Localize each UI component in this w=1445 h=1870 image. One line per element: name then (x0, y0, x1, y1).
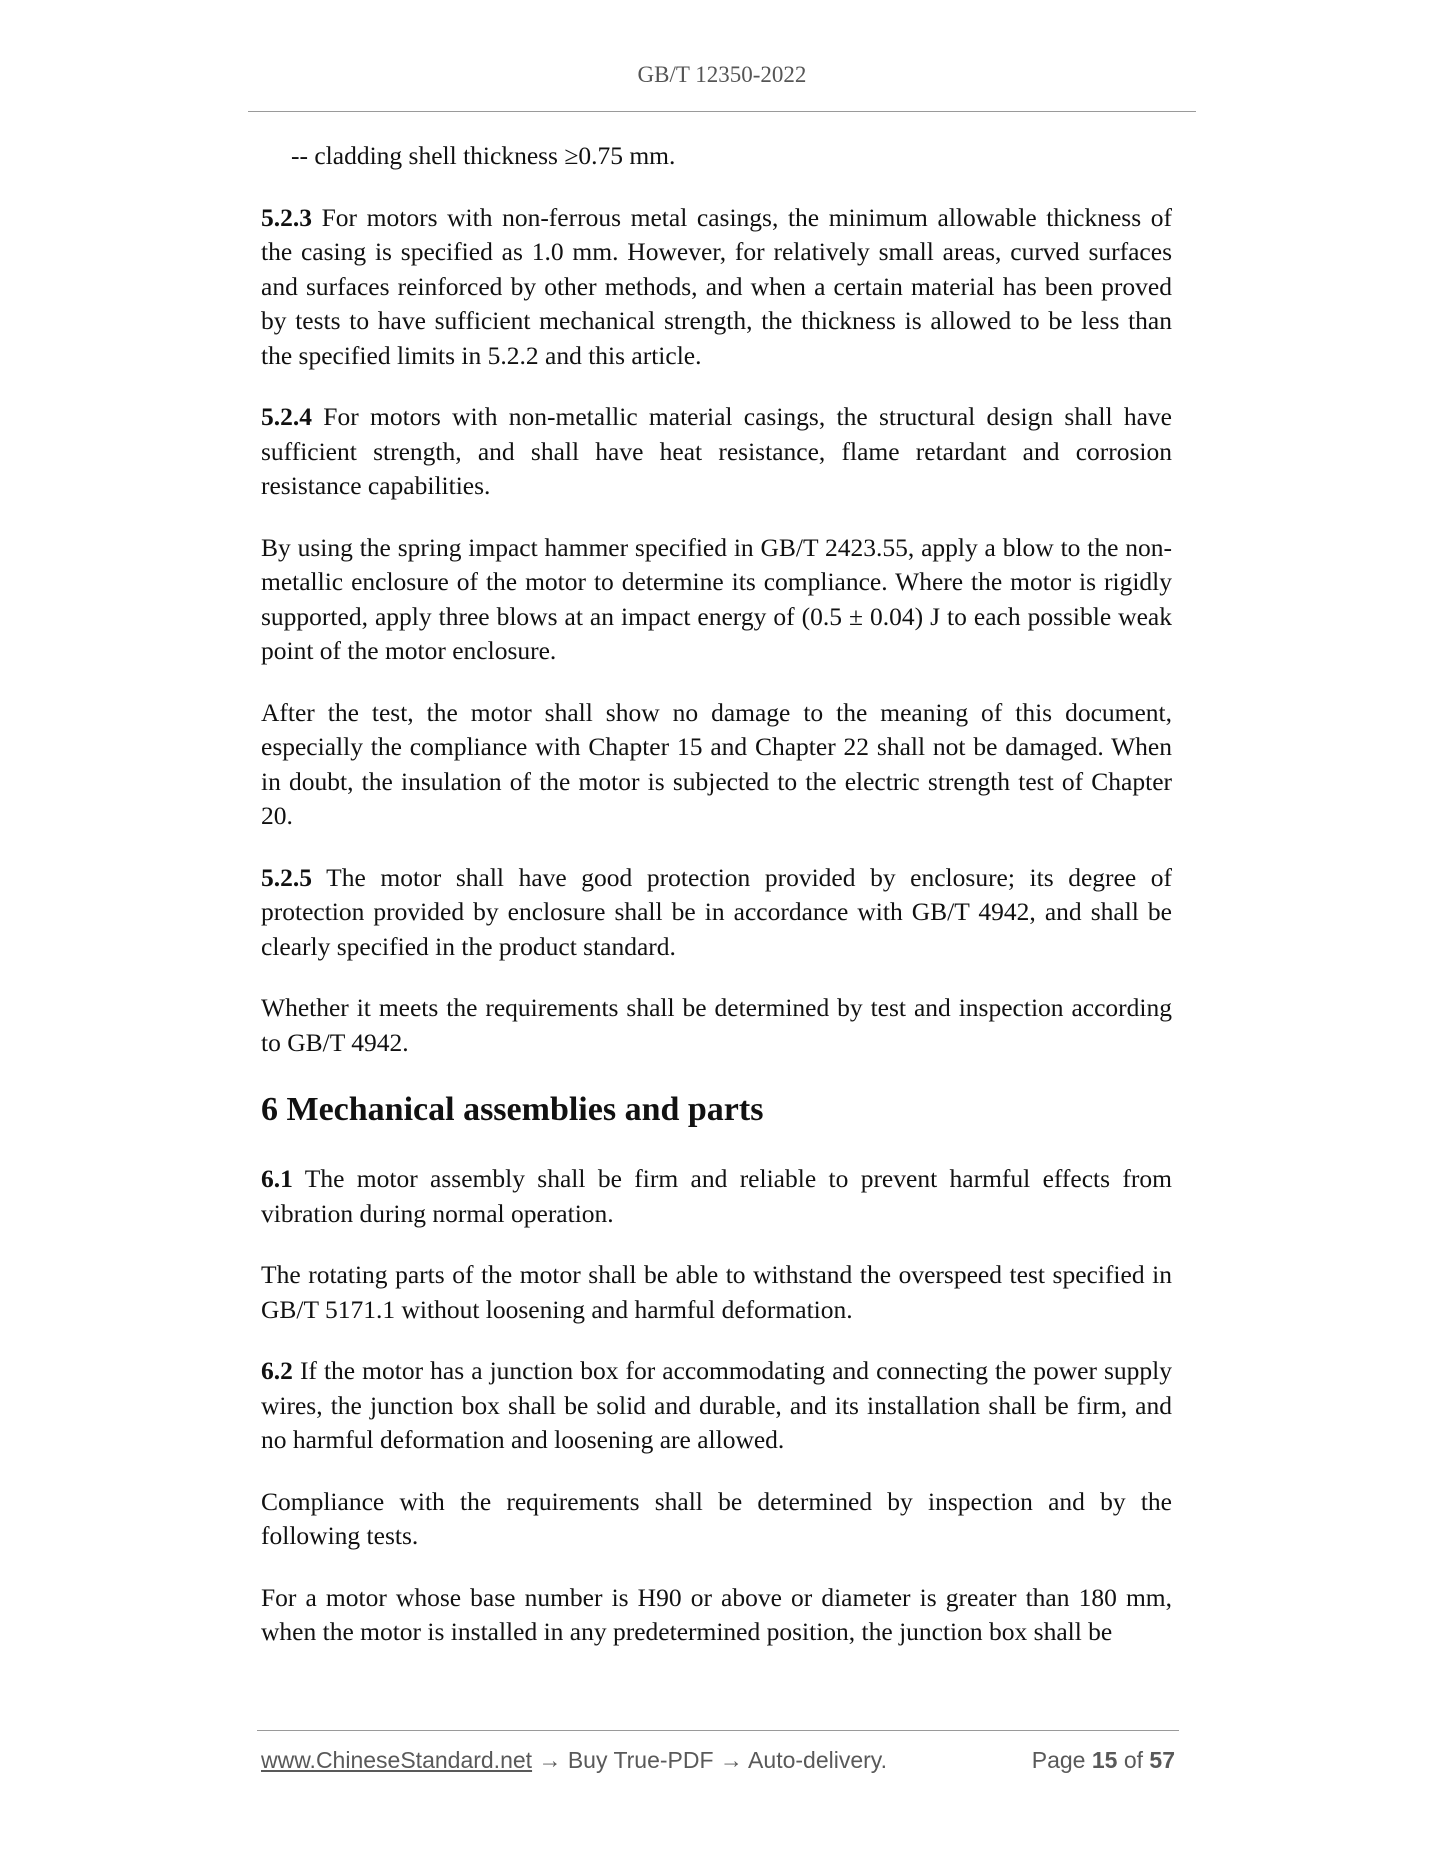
clause-5-2-4 (261, 400, 1172, 504)
clause-text: The motor shall have good protection provided by enclosure; its degree of protection provided by enclosure shall be in accordance with GB/T 4942, and shall be clearly specified in the product standard. (261, 862, 1172, 961)
footer-promo-text: → Buy True-PDF → Auto-delivery. (532, 1747, 887, 1773)
running-header: GB/T 12350-2022 (637, 62, 807, 87)
page-label: Page (1031, 1747, 1086, 1773)
of-label: of (1123, 1747, 1144, 1773)
paragraph-cladding-thickness: -- cladding shell thickness ≥0.75 mm. (291, 141, 676, 170)
clause-text: For motors with non-ferrous metal casings, the minimum allowable thickness of the casing is specified as 1.0 mm. However, for relatively small areas, curved surfaces and surfaces reinforced by other methods, and when a certain material has been proved by tests to have sufficient mechanical strength, the thickness is allowed to be less than the specified limits in 5.2.2 and this article. (261, 202, 1173, 370)
paragraph-compliance-4942: Whether it meets the requirements shall be determined by test and inspection according to GB/T 4942. (261, 993, 1172, 1057)
clause-text: The motor assembly shall be firm and reliable to prevent harmful effects from vibration during normal operation. (261, 1164, 1172, 1228)
header-divider (248, 111, 1196, 112)
paragraph-compliance-tests: Compliance with the requirements shall be determined by inspection and by the following tests. (261, 1486, 1172, 1550)
clause-number: 5.2.4 (261, 402, 312, 431)
clause-6-1 (261, 1162, 1172, 1231)
section-heading: 6 Mechanical assemblies and parts (261, 1091, 764, 1128)
clause-number: 6.1 (261, 1164, 293, 1193)
clause-5-2-3 (261, 201, 1172, 374)
clause-number: 5.2.3 (261, 202, 312, 232)
clause-text: For motors with non-metallic material casings, the structural design shall have sufficient strength, and shall have heat resistance, flame retardant and corrosion resistance capabilities. (261, 402, 1173, 500)
website-link[interactable]: www.ChineseStandard.net (261, 1747, 533, 1773)
paragraph-after-test: After the test, the motor shall show no damage to the meaning of this document, especially the compliance with Chapter 15 and Chapter 22 shall not be damaged. When in doubt, the insulation of the motor is subjected to the electric strength test of Chapter 20. (261, 697, 1172, 830)
clause-number: 6.2 (261, 1356, 293, 1385)
total-pages: 57 (1149, 1747, 1175, 1773)
footer-divider (257, 1730, 1179, 1731)
clause-6-2 (261, 1354, 1172, 1458)
clause-number: 5.2.5 (261, 862, 312, 892)
paragraph-rotating-parts: The rotating parts of the motor shall be able to withstand the overspeed test specified in GB/T 5171.1 without loosening and harmful deformation. (261, 1260, 1172, 1324)
paragraph-impact-test: By using the spring impact hammer specified in GB/T 2423.55, apply a blow to the non-metallic enclosure of the motor to determine its compliance. Where the motor is rigidly supported, apply three blows at an impact energy of (0.5 ± 0.04) J to each possible weak point of the motor enclosure. (261, 532, 1172, 665)
paragraph-junction-box-h90: For a motor whose base number is H90 or above or diameter is greater than 180 mm, when the motor is installed in any predetermined position, the junction box shall be (261, 1582, 1172, 1646)
page-number: 15 (1091, 1747, 1118, 1773)
footer-promo (261, 1747, 887, 1774)
page-indicator (1032, 1747, 1175, 1774)
page-body (261, 139, 1172, 1677)
clause-5-2-5 (261, 861, 1172, 965)
page-footer (261, 1747, 1175, 1779)
clause-text: If the motor has a junction box for accommodating and connecting the power supply wires, the junction box shall be solid and durable, and its installation shall be firm, and no harmful deformation and loosening are allowed. (261, 1356, 1173, 1454)
